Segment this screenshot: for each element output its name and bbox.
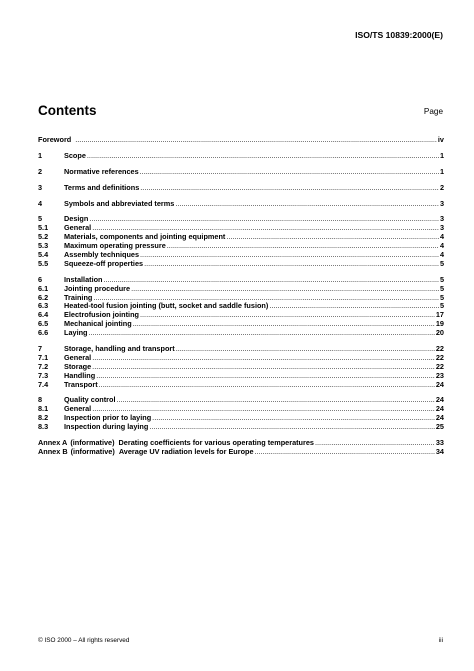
toc-entry-page: 4	[439, 250, 444, 260]
toc-entry-number: 5	[38, 214, 43, 224]
toc-entry-page: 22	[435, 352, 444, 362]
toc-entry-title: Inspection prior to laying	[64, 413, 152, 423]
toc-entry-title: Transport	[64, 379, 98, 389]
toc-entry[interactable]	[38, 354, 444, 363]
dot-leader	[176, 345, 435, 354]
toc-entry-number: 8.3	[38, 422, 49, 432]
dot-leader	[75, 136, 437, 145]
toc-entry-number: 3	[38, 182, 43, 192]
toc-entry-page: 5	[439, 301, 444, 311]
dot-leader	[226, 233, 439, 242]
toc-entry[interactable]	[38, 184, 444, 193]
toc-entry-page: 4	[439, 241, 444, 251]
dot-leader	[96, 372, 435, 381]
toc-entry-number: 4	[38, 198, 43, 208]
toc-entry-page: 19	[435, 319, 444, 329]
toc-entry-number: 8	[38, 395, 43, 405]
toc-entry-title: Design	[64, 214, 89, 224]
toc-entry-page: 1	[439, 166, 444, 176]
toc-entry[interactable]	[38, 260, 444, 269]
toc-entry-number: 5.1	[38, 223, 49, 233]
dot-leader	[99, 381, 435, 390]
dot-leader	[89, 215, 439, 224]
toc-entry[interactable]	[38, 136, 444, 145]
copyright-notice: © ISO 2000 – All rights reserved	[38, 637, 130, 644]
dot-leader	[144, 260, 439, 269]
dot-leader	[175, 200, 439, 209]
dot-leader	[104, 276, 439, 285]
table-of-contents	[38, 136, 444, 457]
toc-entry-number: 6.6	[38, 328, 49, 338]
dot-leader	[140, 251, 439, 260]
toc-entry[interactable]	[38, 423, 444, 432]
toc-entry-page: 25	[435, 422, 444, 432]
toc-entry-page: 22	[435, 361, 444, 371]
toc-entry-title: Laying	[64, 328, 88, 338]
annex-page: 33	[435, 438, 444, 448]
toc-entry-number: 8.1	[38, 404, 49, 414]
toc-entry-page: 3	[439, 214, 444, 224]
dot-leader	[140, 168, 439, 177]
toc-entry[interactable]	[38, 396, 444, 405]
document-identifier: ISO/TS 10839:2000(E)	[355, 30, 443, 40]
toc-entry-page: 5	[439, 283, 444, 293]
toc-entry-number: 1	[38, 150, 43, 160]
toc-entry-title: Scope	[64, 150, 86, 160]
toc-entry-title: General	[64, 404, 92, 414]
toc-entry-title: Quality control	[64, 395, 116, 405]
toc-entry-page: 5	[439, 258, 444, 268]
page-column-label: Page	[423, 107, 443, 116]
toc-entry-page: 5	[439, 274, 444, 284]
toc-entry-title: Heated-tool fusion jointing (butt, socket and saddle fusion)	[64, 301, 269, 311]
toc-entry-number: 6.3	[38, 301, 49, 311]
toc-entry-title: Assembly techniques	[64, 250, 140, 260]
toc-entry-title: Training	[64, 292, 93, 302]
annex-page: 34	[435, 446, 444, 456]
toc-entry-page: 3	[439, 223, 444, 233]
toc-entry-page: 23	[435, 370, 444, 380]
annex-label: Annex A	[38, 438, 68, 448]
toc-entry-number: 8.2	[38, 413, 49, 423]
toc-entry-title: Storage	[64, 361, 92, 371]
toc-entry-title: Terms and definitions	[64, 182, 140, 192]
toc-entry[interactable]	[38, 168, 444, 177]
toc-entry-number: 6.1	[38, 283, 49, 293]
toc-entry[interactable]	[38, 200, 444, 209]
toc-entry-title: Jointing procedure	[64, 283, 131, 293]
dot-leader	[140, 184, 439, 193]
toc-entry-page: 22	[435, 344, 444, 354]
toc-entry[interactable]	[38, 329, 444, 338]
toc-entry[interactable]	[38, 372, 444, 381]
toc-entry-title: Symbols and abbreviated terms	[64, 198, 175, 208]
toc-entry[interactable]	[38, 363, 444, 372]
toc-entry-title: Inspection during laying	[64, 422, 149, 432]
page-number: iii	[438, 637, 443, 644]
dot-leader	[92, 363, 435, 372]
toc-entry-page: 4	[439, 232, 444, 242]
toc-entry-title: General	[64, 352, 92, 362]
toc-entry-page: 24	[435, 395, 444, 405]
toc-entry[interactable]	[38, 285, 444, 294]
toc-entry-page: 24	[435, 413, 444, 423]
dot-leader	[315, 439, 435, 448]
annex-title: Average UV radiation levels for Europe	[118, 446, 254, 456]
toc-entry-number: Foreword	[38, 135, 72, 144]
toc-entry[interactable]	[38, 215, 444, 224]
dot-leader	[92, 354, 435, 363]
toc-entry-page: iv	[437, 135, 444, 144]
dot-leader	[131, 285, 439, 294]
toc-entry-number: 7	[38, 344, 43, 354]
dot-leader	[87, 152, 439, 161]
toc-entry-number: 7.1	[38, 352, 49, 362]
toc-entry-number: 5.3	[38, 241, 49, 251]
dot-leader	[152, 414, 435, 423]
toc-entry-page: 20	[435, 328, 444, 338]
toc-entry-title: Normative references	[64, 166, 139, 176]
toc-entry-page: 5	[439, 292, 444, 302]
toc-entry-number: 5.5	[38, 258, 49, 268]
toc-entry-title: Storage, handling and transport	[64, 344, 175, 354]
annex-kind: (informative)	[70, 446, 115, 456]
toc-entry-number: 5.2	[38, 232, 49, 242]
contents-title: Contents	[38, 103, 97, 118]
dot-leader	[269, 302, 439, 311]
toc-entry[interactable]	[38, 152, 444, 161]
toc-entry-number: 6	[38, 274, 43, 284]
dot-leader	[255, 448, 435, 457]
toc-entry-number: 6.2	[38, 292, 49, 302]
toc-entry-number: 7.3	[38, 370, 49, 380]
toc-entry-number: 2	[38, 166, 43, 176]
dot-leader	[89, 329, 435, 338]
dot-leader	[167, 242, 439, 251]
toc-entry-title: General	[64, 223, 92, 233]
toc-entry[interactable]	[38, 345, 444, 354]
toc-entry-number: 6.4	[38, 310, 49, 320]
dot-leader	[133, 320, 435, 329]
toc-entry-number: 5.4	[38, 250, 49, 260]
annex-label: Annex B	[38, 446, 68, 456]
toc-entry-title: Maximum operating pressure	[64, 241, 166, 251]
toc-entry-title: Handling	[64, 370, 96, 380]
toc-entry[interactable]	[38, 320, 444, 329]
dot-leader	[149, 423, 435, 432]
toc-entry-page: 24	[435, 404, 444, 414]
dot-leader	[140, 311, 435, 320]
toc-entry-page: 1	[439, 150, 444, 160]
toc-entry-page: 2	[439, 182, 444, 192]
toc-entry-title: Mechanical jointing	[64, 319, 132, 329]
toc-entry-number: 6.5	[38, 319, 49, 329]
annex-title: Derating coefficients for various operating temperatures	[118, 438, 314, 448]
toc-entry-title: Materials, components and jointing equipment	[64, 232, 226, 242]
toc-entry-title: Installation	[64, 274, 103, 284]
toc-entry[interactable]	[38, 381, 444, 390]
toc-entry-page: 17	[435, 310, 444, 320]
toc-annex-entry[interactable]	[38, 448, 444, 457]
toc-entry-page: 24	[435, 379, 444, 389]
toc-entry-title: Electrofusion jointing	[64, 310, 139, 320]
annex-kind: (informative)	[70, 438, 115, 448]
toc-entry-number: 7.4	[38, 379, 49, 389]
toc-entry-title: Squeeze-off properties	[64, 258, 144, 268]
toc-entry-number: 7.2	[38, 361, 49, 371]
dot-leader	[117, 396, 435, 405]
toc-entry-page: 3	[439, 198, 444, 208]
